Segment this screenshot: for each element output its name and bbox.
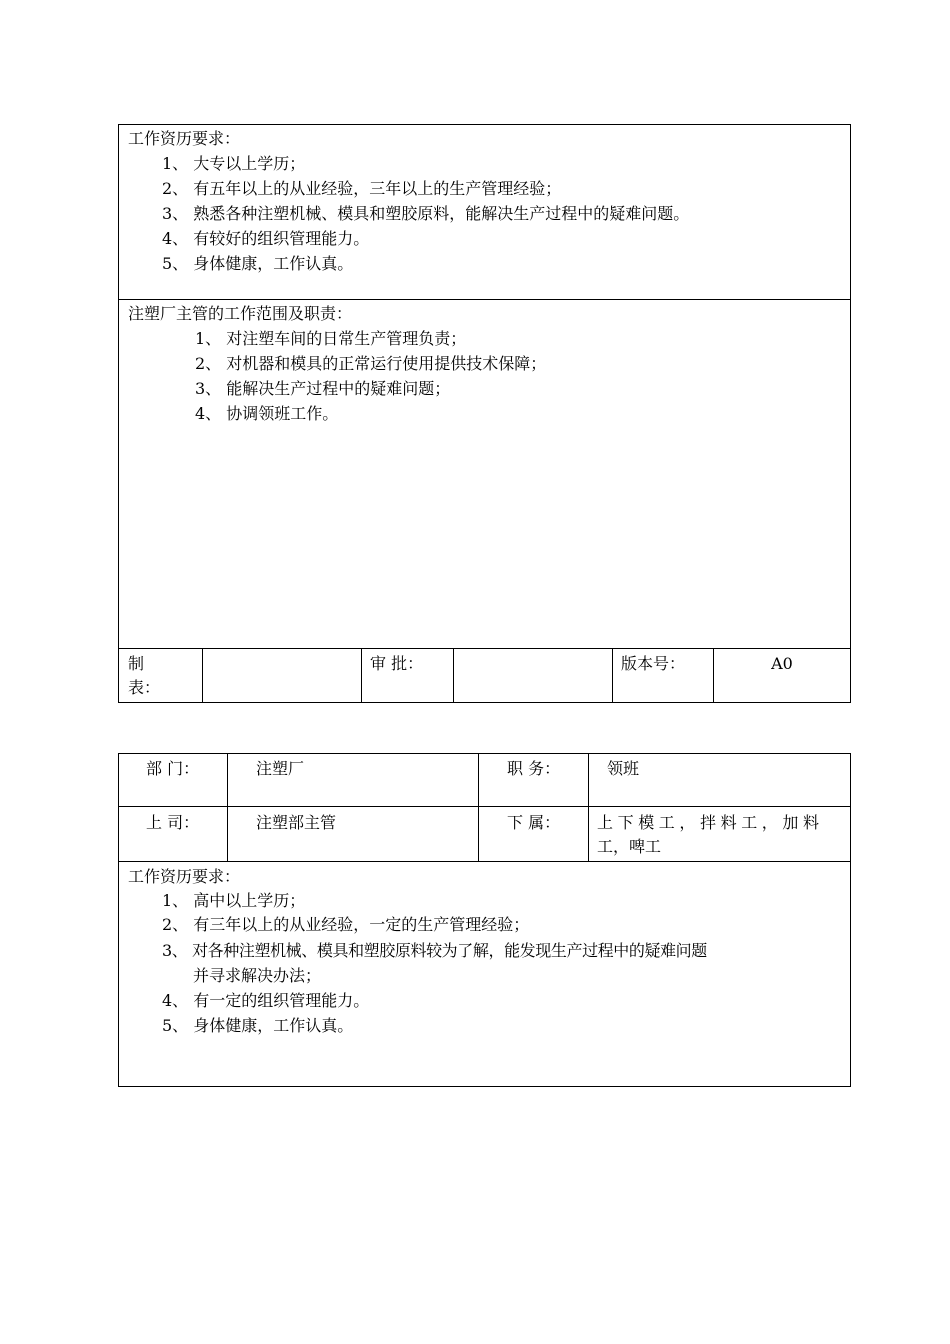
row-divider [118, 299, 851, 300]
qualification-item: 4、 有较好的组织管理能力。 [162, 229, 370, 248]
qualification-item: 5、 身体健康，工作认真。 [162, 254, 354, 273]
position-label: 职 务： [507, 759, 561, 778]
qualification-item: 4、 有一定的组织管理能力。 [162, 991, 370, 1010]
cell-divider [478, 753, 479, 861]
subordinate-label: 下 属： [507, 813, 561, 832]
superior-value: 注塑部主管 [256, 813, 337, 832]
qualification-title: 工作资历要求： [128, 129, 241, 148]
duty-title: 注塑厂主管的工作范围及职责： [128, 304, 353, 323]
version-value: A0 [771, 654, 793, 673]
cell-divider [588, 753, 589, 861]
row-divider [118, 648, 851, 649]
version-label: 版本号： [621, 654, 686, 673]
duty-item: 3、 能解决生产过程中的疑难问题； [195, 379, 451, 398]
prepared-by-label: 制 [128, 654, 145, 673]
prepared-by-label: 表： [128, 678, 161, 697]
subordinate-value: 工，啤工 [597, 837, 662, 856]
position-value: 领班 [607, 759, 640, 778]
duty-item: 2、 对机器和模具的正常运行使用提供技术保障； [195, 354, 547, 373]
qualification-item: 2、 有五年以上的从业经验，三年以上的生产管理经验； [162, 179, 562, 198]
cell-divider [227, 753, 228, 861]
qualification-item: 5、 身体健康，工作认真。 [162, 1016, 354, 1035]
cell-divider [361, 648, 362, 703]
qualification-item: 3、 对各种注塑机械、模具和塑胶原料较为了解，能发现生产过程中的疑难问题 [162, 941, 707, 960]
duty-item: 1、 对注塑车间的日常生产管理负责； [195, 329, 467, 348]
qualification-item: 2、 有三年以上的从业经验，一定的生产管理经验； [162, 915, 530, 934]
qualification-item: 1、 大专以上学历； [162, 154, 306, 173]
duty-item: 4、 协调领班工作。 [195, 404, 339, 423]
row-divider [118, 861, 851, 862]
qualification-item: 3、 熟悉各种注塑机械、模具和塑胶原料，能解决生产过程中的疑难问题。 [162, 204, 690, 223]
subordinate-value: 上下模工，拌料工，加料 [597, 813, 824, 832]
cell-divider [202, 648, 203, 703]
department-value: 注塑厂 [256, 759, 305, 778]
qualification-item: 1、 高中以上学历； [162, 891, 306, 910]
department-label: 部 门： [146, 759, 200, 778]
qualification-title: 工作资历要求： [128, 867, 241, 886]
cell-divider [453, 648, 454, 703]
superior-label: 上 司： [146, 813, 200, 832]
qualification-item: 并寻求解决办法； [193, 966, 322, 985]
approval-label: 审 批： [370, 654, 424, 673]
cell-divider [612, 648, 613, 703]
